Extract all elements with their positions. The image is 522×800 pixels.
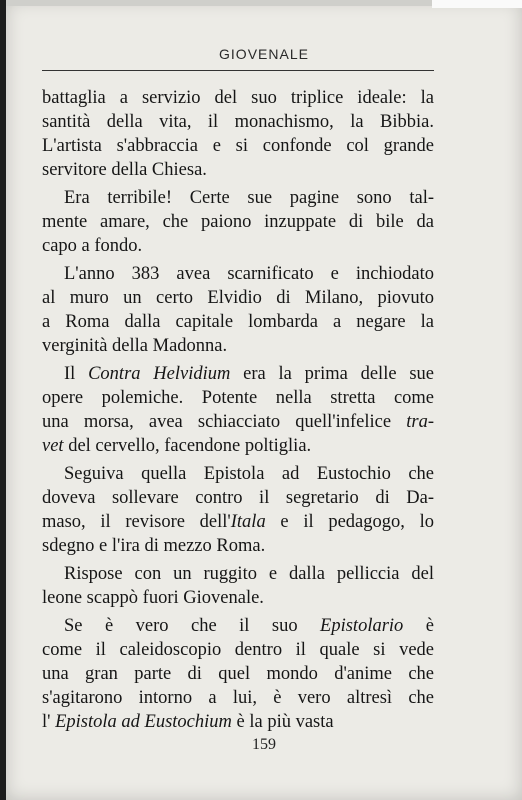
text-line: mente amare, che paiono inzuppate di bile da — [42, 212, 434, 232]
text-line: l' Epistola ad Eustochium è la più vasta — [42, 712, 334, 732]
page-number: 159 — [252, 736, 276, 753]
paragraph — [42, 614, 434, 734]
text-line: L'anno 383 avea scarnificato e inchiodato — [64, 264, 434, 284]
text-line: leone scappò fuori Giovenale. — [42, 588, 264, 608]
text-line: a Roma dalla capitale lombarda a negare la — [42, 312, 434, 332]
text-line: s'agitarono intorno a lui, è vero altresì che — [42, 688, 434, 708]
text-line: L'artista s'abbraccia e si confonde col grande — [42, 136, 434, 156]
header-rule — [42, 70, 434, 71]
paragraph — [42, 262, 434, 358]
text-line: una morsa, avea schiacciato quell'infelice tra- — [42, 412, 434, 432]
text-line: opere polemiche. Potente nella stretta come — [42, 388, 434, 408]
paragraph — [42, 86, 434, 182]
page-top-strip — [432, 0, 522, 8]
running-title: GIOVENALE — [219, 46, 309, 62]
text-line: Era terribile! Certe sue pagine sono tal- — [64, 188, 434, 208]
text-line: Seguiva quella Epistola ad Eustochio che — [64, 464, 434, 484]
text-line: Rispose con un ruggito e dalla pelliccia del — [64, 564, 434, 584]
text-line: battaglia a servizio del suo triplice ideale: la — [42, 88, 434, 108]
text-line: Il Contra Helvidium era la prima delle sue — [64, 364, 434, 384]
body-text — [42, 86, 434, 734]
text-line: verginità della Madonna. — [42, 336, 228, 356]
text-line: santità della vita, il monachismo, la Bibbia. — [42, 112, 434, 132]
paragraph — [42, 362, 434, 458]
paragraph — [42, 186, 434, 258]
text-line: capo a fondo. — [42, 236, 143, 256]
paragraph — [42, 462, 434, 558]
text-line: una gran parte di quel mondo d'anime che — [42, 664, 434, 684]
book-page — [6, 0, 522, 800]
text-line: al muro un certo Elvidio di Milano, piovuto — [42, 288, 434, 308]
text-line: sdegno e l'ira di mezzo Roma. — [42, 536, 266, 556]
text-line: servitore della Chiesa. — [42, 160, 207, 180]
text-line: come il caleidoscopio dentro il quale si vede — [42, 640, 434, 660]
text-line: Se è vero che il suo Epistolario è — [64, 616, 434, 636]
text-line: maso, il revisore dell'Itala e il pedagogo, lo — [42, 512, 434, 532]
paragraph — [42, 562, 434, 610]
text-line: doveva sollevare contro il segretario di Da- — [42, 488, 434, 508]
text-line: vet del cervello, facendone poltiglia. — [42, 436, 312, 456]
